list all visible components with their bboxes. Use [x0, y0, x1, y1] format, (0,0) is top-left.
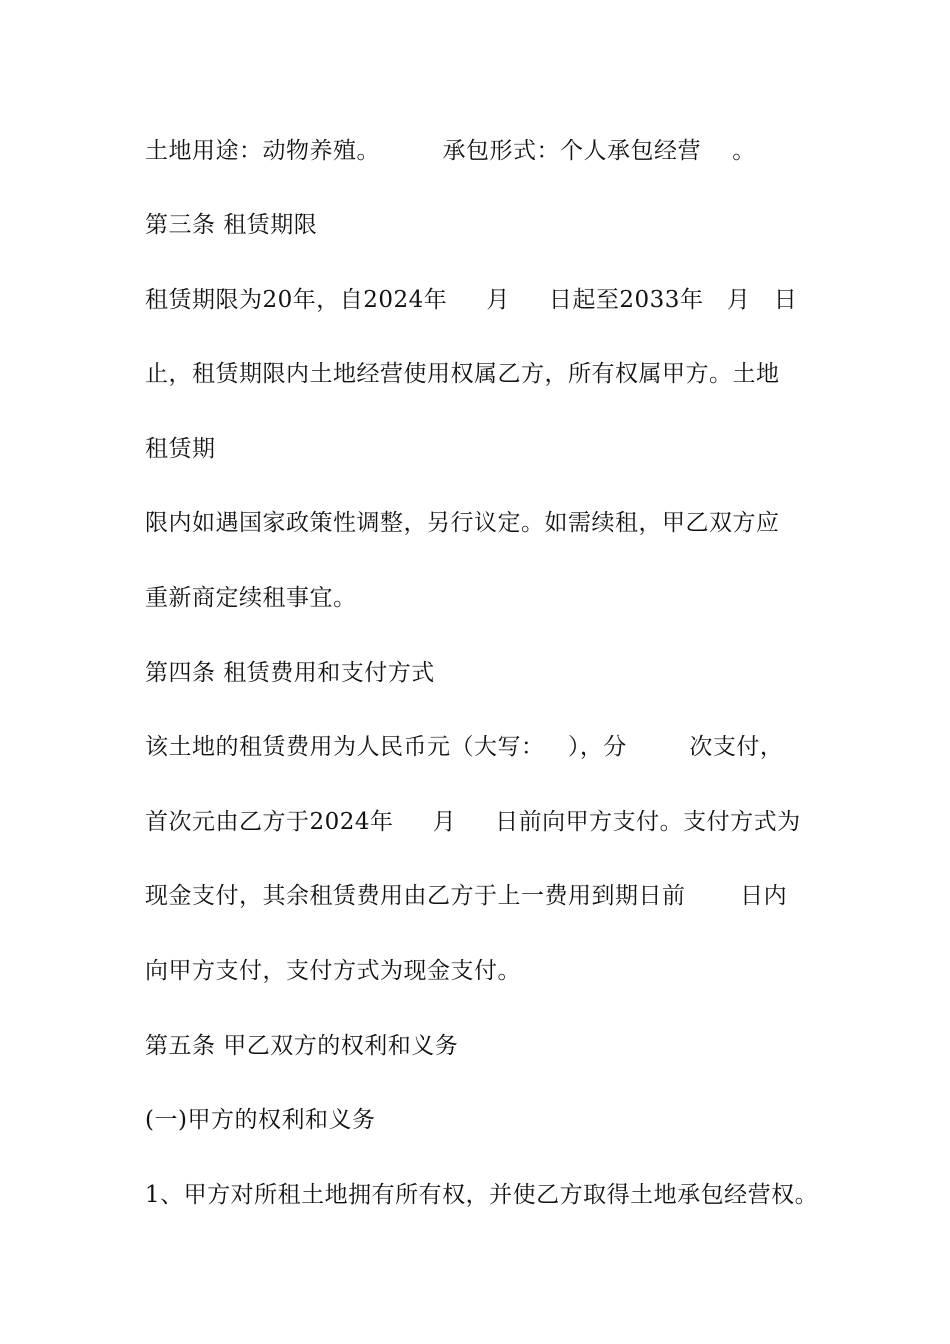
lease-term-line-3: 租赁期: [145, 436, 216, 462]
fee-line-1: 该土地的租赁费用为人民币元（大写： ），分 次支付，: [145, 734, 784, 760]
fee-line-3: 现金支付，其余租赁费用由乙方于上一费用到期日前 日内: [145, 883, 788, 909]
fee-line-2: 首次元由乙方于2024年 月 日前向甲方支付。支付方式为: [145, 809, 801, 835]
section-1-heading: (一)甲方的权利和义务: [145, 1107, 376, 1133]
fee-line-4: 向甲方支付，支付方式为现金支付。: [145, 958, 521, 984]
lease-term-line-5: 重新商定续租事宜。: [145, 585, 357, 611]
rights-item-1: 1、甲方对所租土地拥有所有权，并使乙方取得土地承包经营权。: [145, 1182, 819, 1208]
land-use-line: 土地用途：动物养殖。 承包形式：个人承包经营 。: [145, 138, 756, 164]
article-5-heading: 第五条 甲乙双方的权利和义务: [145, 1033, 459, 1059]
article-3-heading: 第三条 租赁期限: [145, 212, 318, 238]
lease-term-line-2: 止，租赁期限内土地经营使用权属乙方，所有权属甲方。土地: [145, 361, 780, 387]
article-4-heading: 第四条 租赁费用和支付方式: [145, 660, 435, 686]
lease-term-line-1: 租赁期限为20年，自2024年 月 日起至2033年 月 日: [145, 287, 798, 313]
lease-term-line-4: 限内如遇国家政策性调整，另行议定。如需续租，甲乙双方应: [145, 510, 780, 536]
